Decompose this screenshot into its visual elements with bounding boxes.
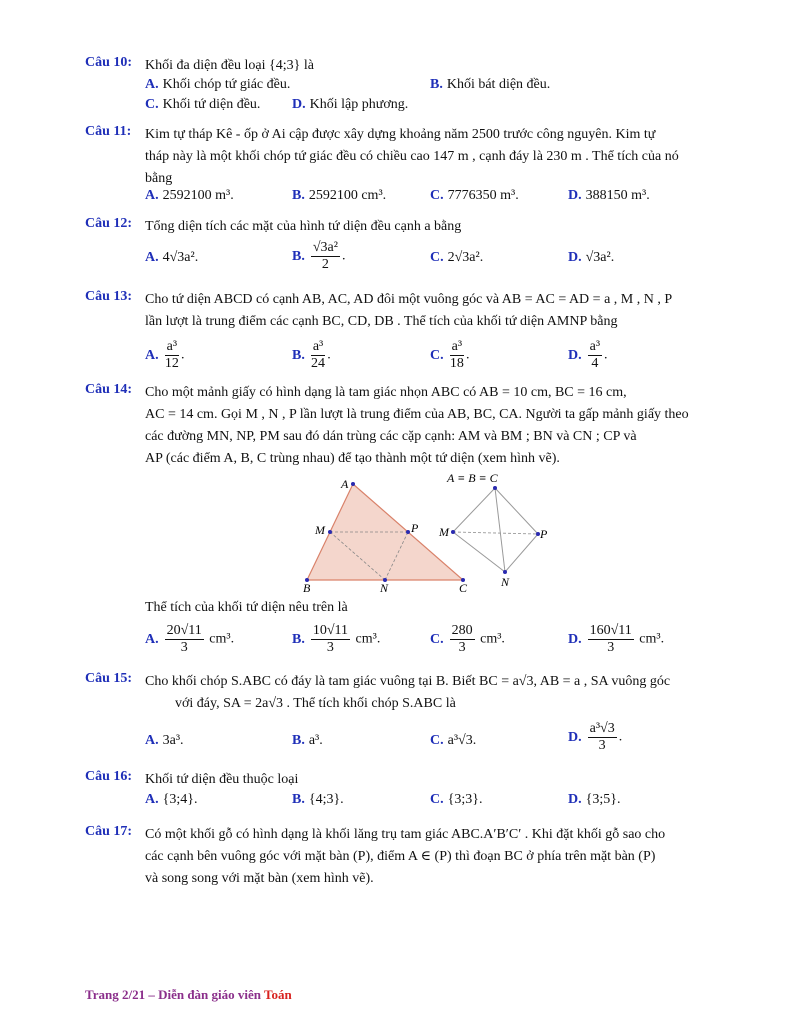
- question-text: Tổng diện tích các mặt của hình tứ diện đều cạnh a bằng: [145, 219, 462, 234]
- question-text: AC = 14 cm. Gọi M , N , P lần lượt là trung điểm của AB, BC, CA. Người ta gấp mảnh giấy theo: [145, 407, 689, 422]
- question-text: Cho tứ diện ABCD có cạnh AB, AC, AD đôi một vuông góc và AB = AC = AD = a , M , N , P: [145, 292, 673, 307]
- question-17: [85, 824, 710, 890]
- question-16: [85, 769, 710, 807]
- question-label: Câu 14:: [85, 382, 133, 397]
- question-text: với đáy, SA = 2a√3 . Thể tích khối chóp S.ABC là: [175, 696, 456, 711]
- question-label: Câu 16:: [85, 769, 133, 784]
- question-text: Khối đa diện đều loại {4;3} là: [145, 58, 314, 73]
- question-12: [85, 216, 710, 272]
- label-n: N: [380, 581, 389, 594]
- question-14-choices: [85, 597, 710, 655]
- option-d[interactable]: D. $\frac{\text{a³}}{4}$ .: [568, 339, 608, 371]
- question-label: Câu 10:: [85, 55, 133, 70]
- question-text: Khối tứ diện đều thuộc loại: [145, 772, 299, 787]
- option-c[interactable]: C. $\frac{280}{3}$ cm³.: [430, 623, 505, 655]
- page-number: Trang 2/21: [85, 987, 146, 1002]
- option-a[interactable]: A. 2592100 m³.: [145, 188, 234, 203]
- option-d[interactable]: D. $\frac{\text{a³√3}}{3}$ .: [568, 721, 623, 753]
- folding-figure: [295, 470, 555, 594]
- page-footer: Trang 2/21 – Diễn đàn giáo viên Toán: [85, 987, 292, 1002]
- option-d[interactable]: D. √3a².: [568, 250, 615, 265]
- question-13: [85, 289, 710, 371]
- option-c[interactable]: C. $\frac{\text{a³}}{18}$ .: [430, 339, 470, 371]
- option-a[interactable]: A. 3a³.: [145, 733, 184, 748]
- option-d[interactable]: D. {3;5}.: [568, 792, 621, 807]
- label-a: A: [341, 477, 349, 491]
- option-c[interactable]: C. {3;3}.: [430, 792, 483, 807]
- question-label: Câu 12:: [85, 216, 133, 231]
- question-text: Kim tự tháp Kê - ốp ở Ai cập được xây dựng khoảng năm 2500 trước công nguyên. Kim tự: [145, 127, 656, 142]
- label-m: M: [315, 523, 325, 537]
- question-label: Câu 15:: [85, 671, 133, 686]
- question-text: lần lượt là trung điểm các cạnh BC, CD, DB . Thể tích của khối tứ diện AMNP bằng: [145, 314, 618, 329]
- option-c[interactable]: C. 7776350 m³.: [430, 188, 519, 203]
- question-text: Thể tích của khối tứ diện nêu trên là: [145, 600, 348, 615]
- question-14: [85, 382, 710, 470]
- option-a[interactable]: A. $\frac{\text{a³}}{12}$ .: [145, 339, 185, 371]
- option-b[interactable]: B. 2592100 cm³.: [292, 188, 387, 203]
- question-text: AP (các điểm A, B, C trùng nhau) để tạo thành một tứ diện (xem hình vẽ).: [145, 451, 560, 466]
- question-text: Cho khối chóp S.ABC có đáy là tam giác vuông tại B. Biết BC = a√3, AB = a , SA vuông góc: [145, 674, 671, 689]
- forum-name: Diễn đàn giáo viên: [158, 987, 265, 1002]
- option-a[interactable]: A. Khối chóp tứ giác đều.: [145, 77, 291, 92]
- label-c: C: [459, 581, 468, 594]
- option-d[interactable]: D. Khối lập phương.: [292, 97, 409, 112]
- question-text: các đường MN, NP, PM sau đó dán trùng các cặp cạnh: AM và BM ; BN và CN ; CP và: [145, 429, 637, 444]
- option-c[interactable]: C. Khối tứ diện đều.: [145, 97, 261, 112]
- question-text: tháp này là một khối chóp tứ giác đều có chiều cao 147 m , cạnh đáy là 230 m . Thể tích của nó: [145, 149, 679, 164]
- label-n2: N: [501, 575, 510, 589]
- option-d[interactable]: D. 388150 m³.: [568, 188, 650, 203]
- option-a[interactable]: A. {3;4}.: [145, 792, 198, 807]
- question-text: bằng: [145, 171, 173, 186]
- question-label: Câu 11:: [85, 124, 132, 139]
- option-b[interactable]: B. $\frac{\text{√3a²}}{2}$ .: [292, 240, 346, 272]
- option-b[interactable]: B. {4;3}.: [292, 792, 344, 807]
- option-a[interactable]: A. 4√3a².: [145, 250, 199, 265]
- label-abc: A ≡ B ≡ C: [447, 471, 498, 485]
- label-p: P: [411, 521, 419, 535]
- label-b: B: [303, 581, 311, 594]
- question-text: các cạnh bên vuông góc với mặt bàn (P), điểm A ∈ (P) thì đoạn BC ở phía trên mặt bàn (P): [145, 849, 656, 864]
- question-text: và song song với mặt bàn (xem hình vẽ).: [145, 871, 374, 886]
- question-label: Câu 17:: [85, 824, 133, 839]
- subject-name: Toán: [264, 987, 292, 1002]
- question-text: Có một khối gỗ có hình dạng là khối lăng trụ tam giác ABC.A′B′C′ . Khi đặt khối gỗ sao cho: [145, 827, 666, 842]
- question-10: [85, 55, 710, 112]
- question-11: [85, 124, 710, 203]
- question-text: Cho một mảnh giấy có hình dạng là tam giác nhọn ABC có AB = 10 cm, BC = 16 cm,: [145, 385, 627, 400]
- option-d[interactable]: D. $\frac{160√11}{3}$ cm³.: [568, 623, 665, 655]
- question-label: Câu 13:: [85, 289, 133, 304]
- option-b[interactable]: B. a³.: [292, 733, 323, 748]
- label-m2: M: [439, 525, 449, 539]
- option-c[interactable]: C. a³√3.: [430, 733, 477, 748]
- option-b[interactable]: B. $\frac{10√11}{3}$ cm³.: [292, 623, 381, 655]
- question-15: [85, 671, 710, 753]
- option-a[interactable]: A. $\frac{20√11}{3}$ cm³.: [145, 623, 235, 655]
- label-p2: P: [540, 527, 548, 541]
- option-b[interactable]: B. Khối bát diện đều.: [430, 77, 551, 92]
- option-c[interactable]: C. 2√3a².: [430, 250, 484, 265]
- option-b[interactable]: B. $\frac{\text{a³}}{24}$ .: [292, 339, 331, 371]
